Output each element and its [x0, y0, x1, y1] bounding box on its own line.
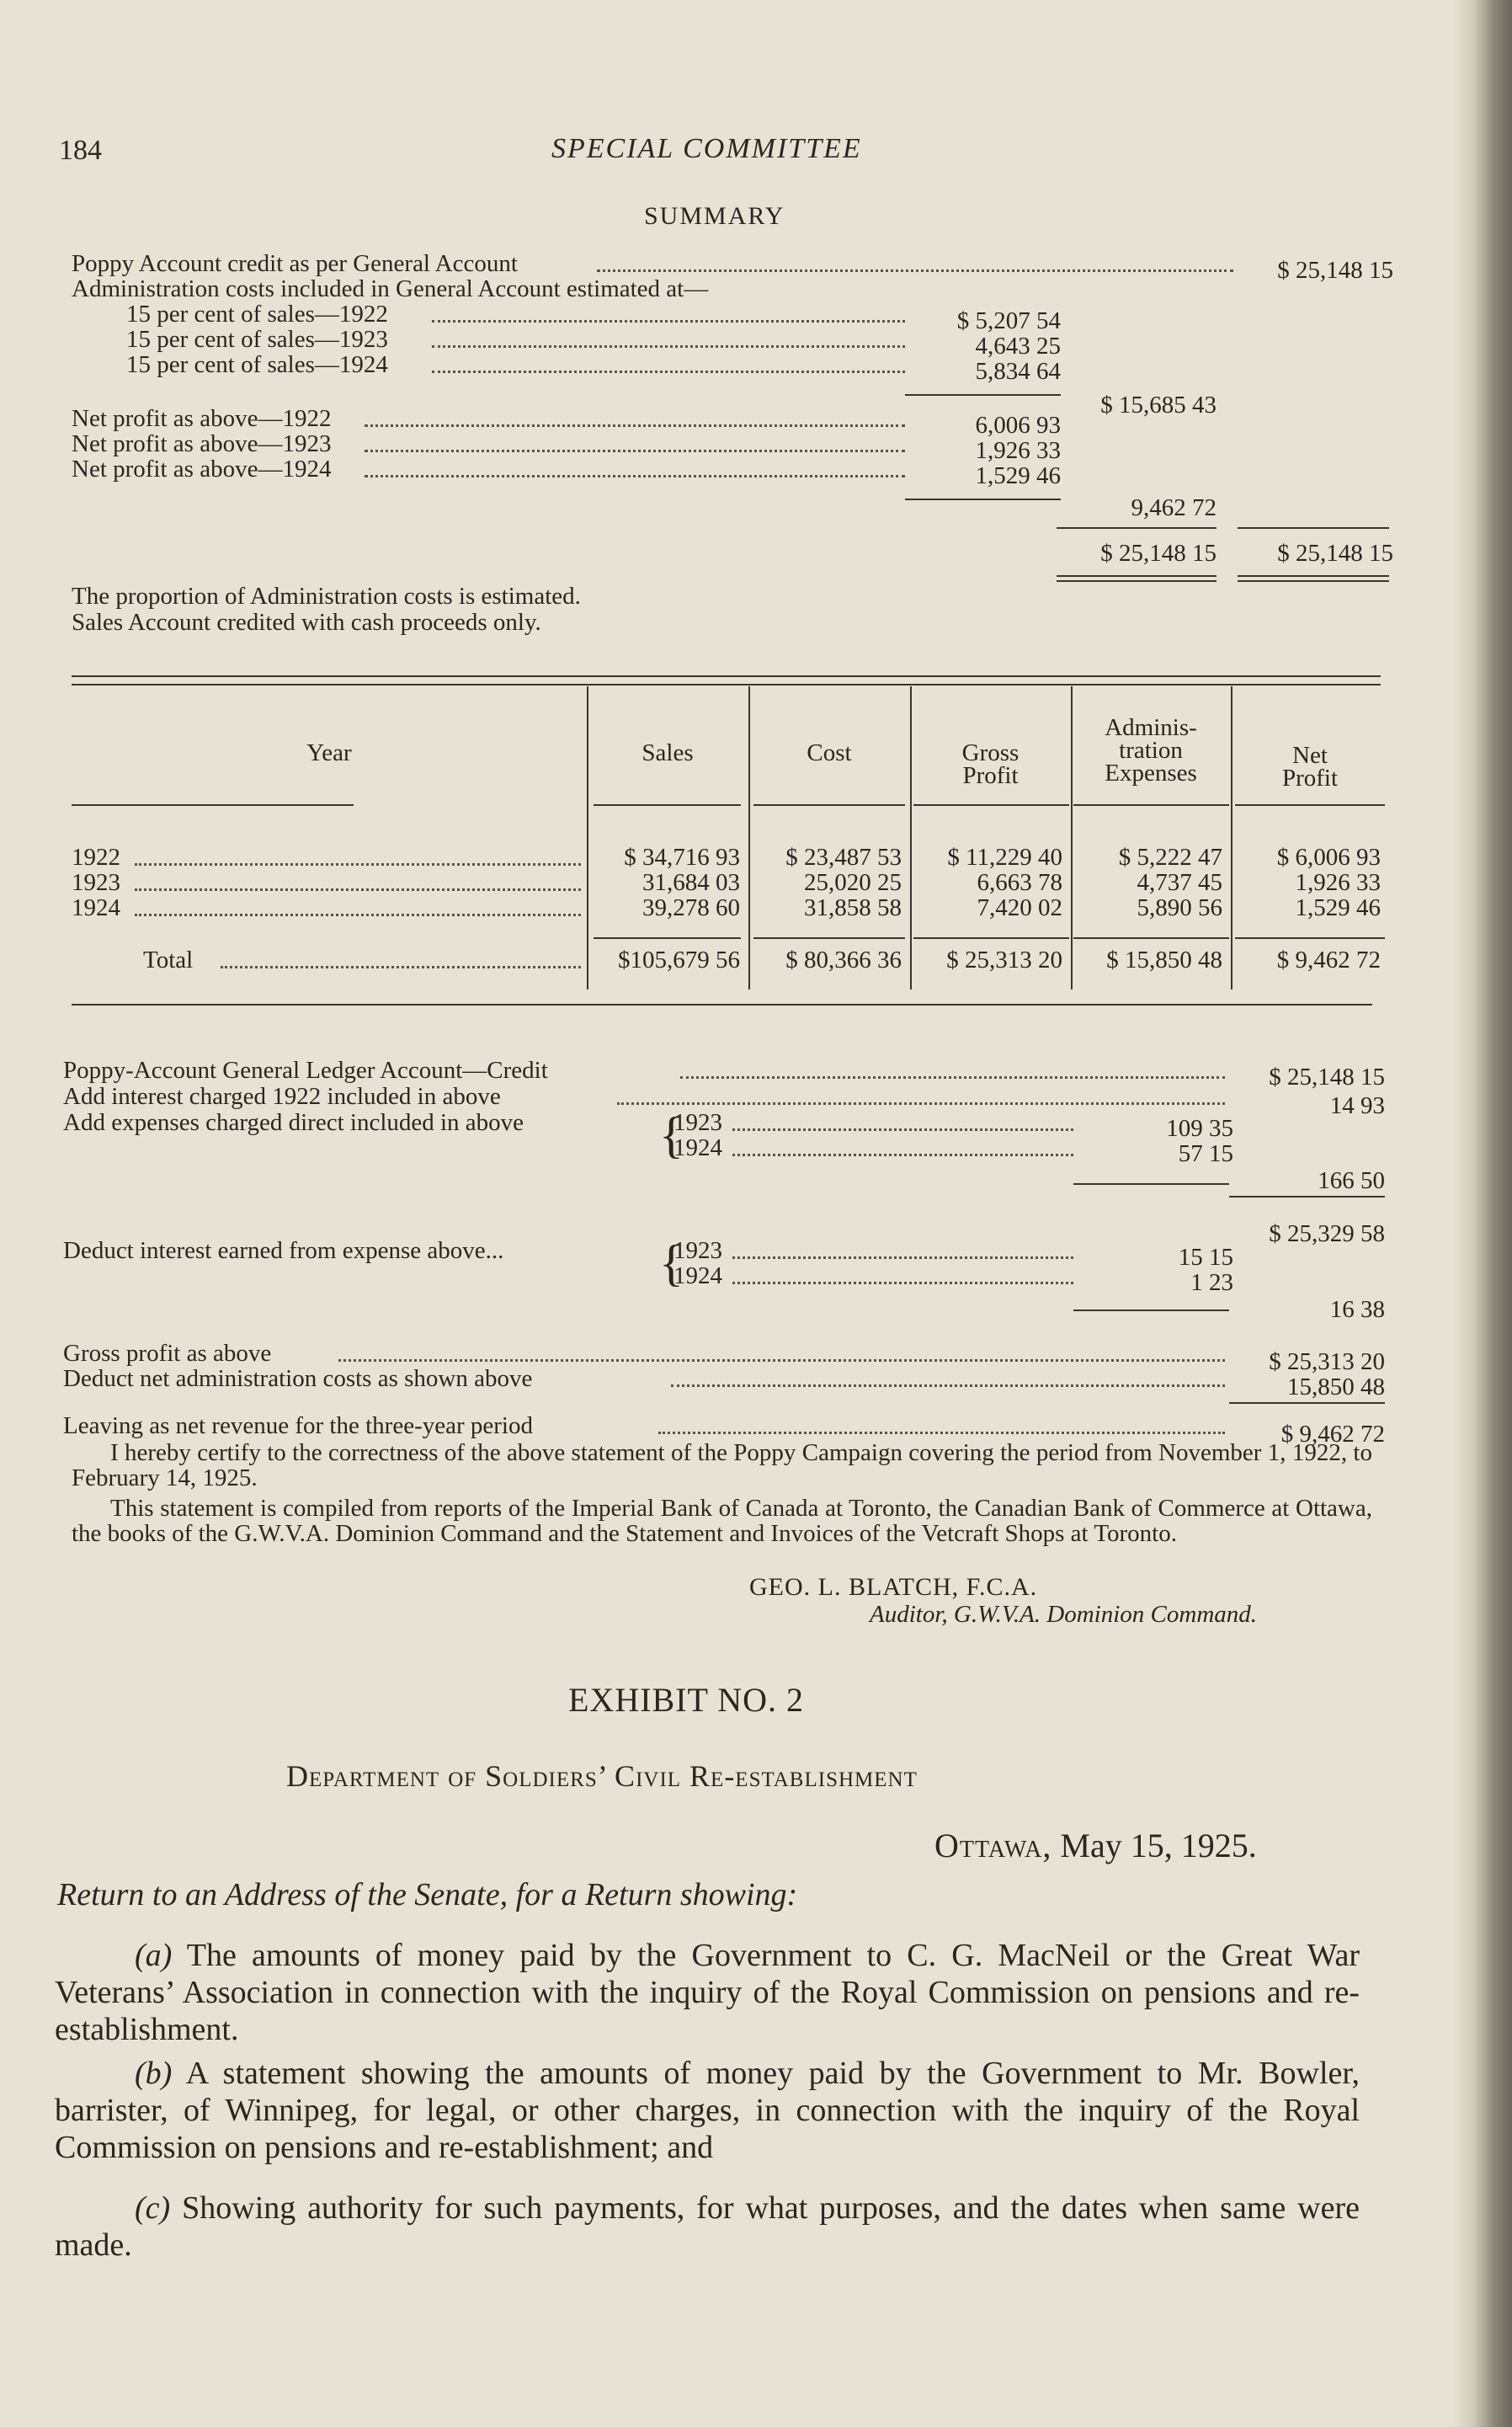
- ledger-amount: 16 38: [1329, 1296, 1385, 1323]
- ledger-amount: 57 15: [1178, 1140, 1233, 1167]
- rule-line: [905, 394, 1061, 396]
- leader-dots: [671, 1384, 1225, 1387]
- summary-amount: $ 25,148 15: [1277, 257, 1393, 284]
- column-header: Net: [1292, 742, 1328, 769]
- brace-year: 1924: [673, 1134, 722, 1161]
- summary-amount: 4,643 25: [975, 333, 1061, 360]
- table-cell: 31,684 03: [642, 869, 740, 896]
- ledger-amount: $ 25,313 20: [1269, 1348, 1385, 1375]
- leader-dots: [135, 888, 581, 891]
- ledger-amount: 14 93: [1329, 1092, 1385, 1119]
- ledger-label: Deduct net administration costs as shown above: [63, 1365, 533, 1392]
- ledger-amount: 166 50: [1318, 1167, 1385, 1194]
- table-bottom-rule: [72, 1004, 1372, 1005]
- column-divider: [910, 686, 912, 989]
- column-header: Profit: [962, 762, 1019, 789]
- table-total-cell: $ 15,850 48: [1106, 947, 1222, 973]
- rule-line: [1057, 527, 1217, 529]
- table-cell: 39,278 60: [642, 894, 740, 921]
- leader-dots: [221, 966, 581, 968]
- table-cell: $ 23,487 53: [785, 844, 902, 871]
- table-row-year: 1923: [72, 869, 120, 896]
- summary-amount: 5,834 64: [975, 358, 1061, 385]
- leader-dots: [365, 450, 905, 452]
- summary-label: 15 per cent of sales—1924: [126, 351, 388, 378]
- summary-amount: 6,006 93: [975, 412, 1061, 439]
- rule-line: [905, 499, 1061, 500]
- leader-dots: [732, 1128, 1073, 1131]
- summary-amount: 1,926 33: [975, 437, 1061, 464]
- table-cell: 7,420 02: [977, 894, 1062, 921]
- item-text: A statement showing the amounts of money paid by the Government to Mr. Bowler, barrister, of Winnipeg, for legal, or other charges, in connection with the inquiry of the Royal Commission on pensions and re-establishment; and: [55, 2056, 1360, 2165]
- return-intro: Return to an Address of the Senate, for a Return showing:: [57, 1877, 798, 1912]
- ledger-amount: 15,850 48: [1287, 1374, 1385, 1400]
- column-divider: [587, 686, 588, 989]
- rule-line: [1073, 804, 1229, 806]
- ledger-label: Gross profit as above: [63, 1340, 272, 1367]
- return-item: [55, 2190, 1360, 2264]
- certification-text-2: This statement is compiled from reports of the Imperial Bank of Canada at Toronto, the Canadian Bank of Commerce at Ottawa, the books of the G.W.V.A. Dominion Command and the Statement and Invoices of the Vetcraft Shops at Toronto.: [72, 1495, 1372, 1547]
- dateline: [934, 1826, 1257, 1865]
- return-item: [55, 1937, 1360, 2048]
- rule-line: [594, 804, 741, 806]
- brace-glyph: {: [659, 1235, 684, 1291]
- leader-dots: [432, 345, 906, 348]
- exhibit-title: EXHIBIT NO. 2: [568, 1681, 805, 1719]
- rule-line: [1235, 804, 1385, 806]
- table-cell: 1,529 46: [1295, 894, 1381, 921]
- column-header: tration: [1119, 737, 1183, 764]
- rule-line: [913, 804, 1069, 806]
- dateline-date: May 15, 1925.: [1060, 1827, 1257, 1864]
- table-cell: $ 6,006 93: [1276, 844, 1381, 871]
- item-marker: (c): [135, 2190, 171, 2226]
- brace-year: 1923: [673, 1109, 722, 1136]
- item-text: The amounts of money paid by the Government to C. G. MacNeil or the Great War Veterans’ Association in connection with the inquiry of the Royal Commission on pensions and re-establishment.: [55, 1938, 1360, 2047]
- department-heading: Department of Soldiers’ Civil Re-establishment: [286, 1759, 918, 1793]
- leader-dots: [732, 1282, 1073, 1284]
- column-header: Gross: [961, 739, 1020, 766]
- dateline-city: Ottawa,: [934, 1827, 1052, 1864]
- leader-dots: [732, 1154, 1073, 1156]
- table-total-cell: $105,679 56: [618, 947, 740, 973]
- table-total-label: Total: [143, 947, 194, 973]
- summary-label: Poppy Account credit as per General Account: [72, 250, 518, 277]
- rule-line: [1238, 527, 1389, 529]
- leader-dots: [135, 863, 581, 866]
- rule-line: [1057, 580, 1217, 582]
- summary-label: Net profit as above—1924: [72, 456, 332, 483]
- table-cell: 1,926 33: [1295, 869, 1381, 896]
- leader-dots: [365, 424, 905, 427]
- table-cell: 4,737 45: [1137, 869, 1222, 896]
- table-cell: 25,020 25: [804, 869, 902, 896]
- rule-line: [594, 937, 741, 939]
- ledger-amount: $ 25,329 58: [1269, 1220, 1385, 1247]
- leader-dots: [365, 475, 905, 477]
- table-cell: $ 34,716 93: [624, 844, 740, 871]
- ledger-label: Leaving as net revenue for the three-year period: [63, 1412, 533, 1439]
- column-header: Adminis-: [1105, 714, 1197, 741]
- summary-amount: 9,462 72: [1131, 494, 1217, 521]
- summary-label: Net profit as above—1923: [72, 430, 332, 457]
- summary-title: SUMMARY: [644, 202, 785, 230]
- brace-year: 1924: [673, 1262, 722, 1289]
- rule-line: [1238, 580, 1389, 582]
- summary-label: Administration costs included in General Account estimated at—: [72, 275, 709, 302]
- certification-text-1: I hereby certify to the correctness of the above statement of the Poppy Campaign covering the period from November 1, 1922, to February 14, 1925.: [72, 1439, 1372, 1491]
- summary-amount: $ 25,148 15: [1277, 540, 1393, 567]
- leader-dots: [732, 1256, 1073, 1259]
- table-cell: $ 5,222 47: [1118, 844, 1222, 871]
- rule-line: [1229, 1402, 1385, 1404]
- rule-line: [753, 804, 905, 806]
- table-top-rule: [72, 675, 1381, 677]
- rule-line: [1073, 1183, 1229, 1185]
- summary-amount: $ 25,148 15: [1100, 540, 1217, 567]
- leader-dots: [135, 914, 581, 916]
- column-divider: [1231, 686, 1232, 989]
- table-cell: 6,663 78: [977, 869, 1062, 896]
- leader-dots: [680, 1076, 1225, 1079]
- page-number: 184: [59, 135, 102, 166]
- table-cell: 5,890 56: [1137, 894, 1222, 921]
- table-total-cell: $ 80,366 36: [785, 947, 902, 973]
- table-top-rule: [72, 684, 1381, 685]
- table-cell: $ 11,229 40: [947, 844, 1062, 871]
- rule-line: [1073, 1310, 1229, 1311]
- ledger-label: Poppy-Account General Ledger Account—Credit: [63, 1057, 548, 1084]
- leader-dots: [338, 1359, 1225, 1362]
- item-text: Showing authority for such payments, for what purposes, and the dates when same were made.: [55, 2190, 1360, 2263]
- leader-dots: [432, 371, 906, 373]
- ledger-amount: 1 23: [1190, 1269, 1233, 1296]
- ledger-amount: $ 25,148 15: [1269, 1064, 1385, 1091]
- ledger-amount: 109 35: [1166, 1115, 1233, 1142]
- auditor-role: Auditor, G.W.V.A. Dominion Command.: [870, 1601, 1258, 1628]
- table-total-cell: $ 25,313 20: [946, 947, 1062, 973]
- rule-line: [753, 937, 905, 939]
- ledger-amount: 15 15: [1178, 1244, 1233, 1271]
- return-item: [55, 2055, 1360, 2166]
- ledger-label: Add interest charged 1922 included in above: [63, 1083, 501, 1110]
- column-header: Sales: [642, 739, 694, 766]
- item-marker: (a): [135, 1938, 173, 1973]
- rule-line: [1229, 1196, 1385, 1197]
- running-title: SPECIAL COMMITTEE: [551, 133, 862, 164]
- auditor-signature: GEO. L. BLATCH, F.C.A.: [749, 1573, 1038, 1601]
- rule-line: [1238, 575, 1389, 577]
- table-total-cell: $ 9,462 72: [1276, 947, 1381, 973]
- rule-line: [1235, 937, 1385, 939]
- rule-line: [913, 937, 1069, 939]
- table-row-year: 1924: [72, 894, 120, 921]
- leader-dots: [617, 1102, 1225, 1105]
- leader-dots: [658, 1432, 1225, 1434]
- item-marker: (b): [135, 2056, 173, 2091]
- leader-dots: [597, 269, 1234, 272]
- rule-line: [72, 804, 354, 806]
- summary-amount: 1,529 46: [975, 462, 1061, 489]
- leader-dots: [432, 320, 906, 323]
- summary-note: Sales Account credited with cash proceeds only.: [72, 609, 541, 636]
- book-spine-shadow: [1453, 0, 1512, 2427]
- rule-line: [1057, 575, 1217, 577]
- column-header: Expenses: [1105, 760, 1197, 787]
- summary-label: Net profit as above—1922: [72, 405, 332, 432]
- summary-note: The proportion of Administration costs is estimated.: [72, 583, 581, 610]
- summary-amount: $ 5,207 54: [956, 307, 1061, 334]
- brace-glyph: {: [659, 1107, 684, 1163]
- table-row-year: 1922: [72, 844, 120, 871]
- ledger-amount: $ 9,462 72: [1280, 1421, 1385, 1448]
- summary-label: 15 per cent of sales—1923: [126, 326, 388, 353]
- column-header: Profit: [1281, 765, 1339, 792]
- column-divider: [748, 686, 750, 989]
- summary-label: 15 per cent of sales—1922: [126, 301, 388, 328]
- column-header: Year: [306, 739, 352, 766]
- table-cell: 31,858 58: [804, 894, 902, 921]
- brace-year: 1923: [673, 1237, 722, 1264]
- column-header: Cost: [807, 739, 852, 766]
- rule-line: [1073, 937, 1229, 939]
- summary-amount: $ 15,685 43: [1100, 392, 1217, 419]
- ledger-label: Deduct interest earned from expense above...: [63, 1237, 504, 1264]
- ledger-label: Add expenses charged direct included in above: [63, 1109, 524, 1136]
